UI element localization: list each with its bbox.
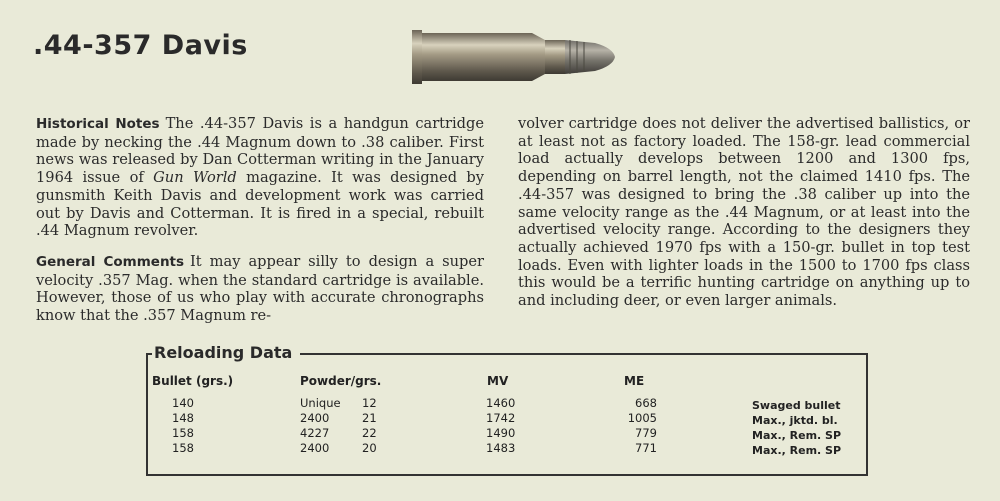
grains-cell: 22: [362, 426, 377, 440]
historical-notes-text: The .44-357 Davis is a handgun cartridge made by necking the .44 Magnum down to .38 caliber. First news was released by Dan Cotterman writing in the January 1964 issue of: [36, 115, 484, 187]
general-comments-text-left: It may appear silly to design a super velocity .357 Mag. when the standard cartridge is available. However, those of us who play with accurate chronographs know that the .357 Magnum re-: [36, 252, 485, 325]
historical-notes-text-end: magazine. It was designed by gunsmith Keith Davis and development work was carried out by Davis and Cotterman. It is fired in a special, rebuilt .44 Magnum revolver.: [36, 169, 484, 240]
bullet-cell: 158: [172, 441, 194, 455]
historical-notes-paragraph: [36, 115, 484, 240]
me-cell: 779: [635, 426, 657, 440]
mv-cell: 1460: [486, 396, 516, 410]
grains-cell: 20: [362, 441, 377, 455]
bullet-cell: 140: [172, 396, 194, 410]
me-cell: 668: [635, 396, 657, 410]
powder-cell: Unique: [300, 396, 341, 410]
mv-cell: 1742: [486, 411, 516, 425]
historical-notes-heading: Historical Notes: [36, 116, 160, 132]
header-bullet: Bullet (grs.): [152, 374, 234, 388]
general-comments-heading: General Comments: [36, 253, 185, 270]
bullet-cell: 148: [172, 411, 194, 425]
powder-cell: 4227: [300, 426, 330, 440]
header-powder: Powder/grs.: [300, 374, 382, 388]
me-cell: 1005: [627, 411, 657, 425]
note-cell: Max., Rem. SP: [752, 444, 842, 457]
powder-cell: 2400: [300, 441, 330, 455]
note-cell: Max., jktd. bl.: [752, 414, 838, 427]
mv-cell: 1490: [486, 426, 516, 440]
me-cell: 771: [635, 441, 657, 455]
cartridge-image: [410, 26, 620, 90]
reloading-data-title: Reloading Data: [152, 343, 300, 362]
magazine-name: Gun World: [153, 169, 237, 187]
right-column: [518, 115, 970, 323]
left-column: [36, 115, 484, 338]
page-title: .44-357 Davis: [33, 30, 248, 61]
note-cell: Max., Rem. SP: [752, 429, 842, 442]
general-comments-continued: volver cartridge does not deliver the advertised ballistics, or at least not as factory loaded. The 158-gr. lead commercial load actually develops between 1200 and 1300 fps, depending on barrel length, not the claimed 1410 fps. The .44-357 was designed to bring the .38 caliber up into the same velocity range as the .44 Magnum, or at least into the advertised velocity range. According to the designers they actually achieved 1970 fps with a 150-gr. bullet in top test loads. Even with lighter loads in the 1500 to 1700 fps class this would be a terrific hunting cartridge on anything up to and including deer, or even larger animals.: [518, 115, 970, 310]
mv-cell: 1483: [486, 441, 516, 455]
grains-cell: 21: [362, 411, 377, 425]
powder-cell: 2400: [300, 411, 330, 425]
header-mv: MV: [487, 374, 509, 388]
general-comments-paragraph: [36, 253, 484, 325]
grains-cell: 12: [362, 396, 377, 410]
note-cell: Swaged bullet: [752, 399, 841, 412]
bullet-cell: 158: [172, 426, 194, 440]
header-me: ME: [624, 374, 645, 388]
